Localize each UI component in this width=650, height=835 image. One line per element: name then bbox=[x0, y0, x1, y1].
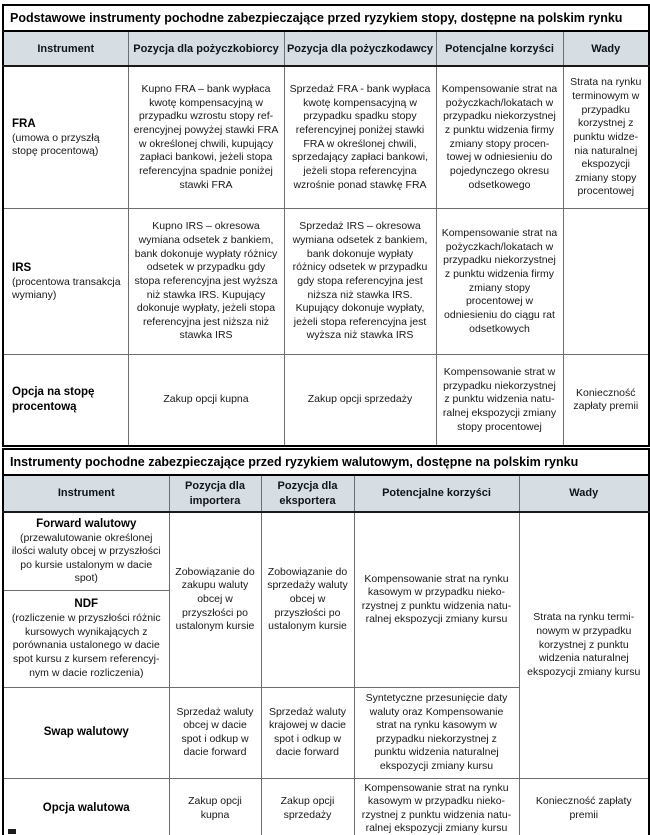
forward-ndf-benefits-cell: Kompensowanie strat na rynku kasowym w przypadku nieko-rzystnej z punktu widzenia natu-ralnej ekspozycji zmiany kursu bbox=[354, 512, 519, 688]
shared-drawback-cell: Strata na rynku termi-nowym w przypadku korzystnej z punktu widzenia naturalnej ekspozycji zmiany kursu bbox=[519, 512, 649, 779]
forward-ndf-importer-cell: Zobowiązanie do zakupu waluty obcej w przyszłości po ustalonym kursie bbox=[169, 512, 261, 688]
cropped-print-artifact bbox=[8, 829, 16, 834]
irs-instrument-cell bbox=[3, 209, 128, 355]
irs-desc: (procentowa transakcja wymiany) bbox=[12, 275, 121, 302]
table1-header-row bbox=[3, 31, 649, 66]
table-row-fra bbox=[3, 66, 649, 209]
rate-option-name: Opcja na stopę procentową bbox=[12, 386, 95, 414]
table2-title-row bbox=[3, 449, 649, 475]
fra-lender-cell: Sprzedaż FRA - bank wypłaca kwotę kompensacyjną w przypadku spadku stopy referencyjnej poniżej stawki FRA w określonej chwili, sprzedający zapłaci bankowi, jeżeli stopa referencyjna wzrośnie ponad stawkę FRA bbox=[284, 66, 436, 209]
table-row-forward bbox=[3, 512, 649, 591]
table1-header-drawbacks: Wady bbox=[563, 31, 649, 66]
ndf-desc: (rozliczenie w przyszłości różnic kursowych wynikających z porównania ustalonego w dacie spot kursu z kursem referencyj-nym w dacie rozliczenia) bbox=[11, 612, 161, 679]
rate-option-drawbacks-cell: Konieczność zapłaty premii bbox=[563, 355, 649, 447]
fra-desc: (umowa o przyszłą stopę procentową) bbox=[12, 131, 100, 158]
currency-option-drawbacks-cell: Konieczność zapłaty premii bbox=[519, 778, 649, 835]
forward-name: Forward walutowy bbox=[36, 517, 137, 530]
table1-header-benefits: Potencjalne korzyści bbox=[436, 31, 563, 66]
swap-importer-cell: Sprzedaż waluty obcej w dacie spot i odkup w dacie forward bbox=[169, 687, 261, 778]
table2-title: Instrumenty pochodne zabezpieczające przed ryzykiem walutowym, dostępne na polskim rynku bbox=[3, 449, 649, 475]
table1-title-row bbox=[3, 5, 649, 31]
currency-option-benefits-cell: Kompensowanie strat na rynku kasowym w przypadku nieko-rzystnej z punktu widzenia natu-ralnej ekspozycji zmiany kursu bbox=[354, 778, 519, 835]
table-row-rate-option bbox=[3, 355, 649, 447]
swap-benefits-cell: Syntetyczne przesunięcie daty waluty oraz Kompensowanie strat na rynku kasowym w przypadku niekorzystnej z punktu widzenia naturalnej ekspozycji zmiany kursu bbox=[354, 687, 519, 778]
irs-drawbacks-cell bbox=[563, 209, 649, 355]
table2-header-exporter: Pozycja dla eksportera bbox=[261, 475, 354, 512]
irs-lender-cell: Sprzedaż IRS – okresowa wymiana odsetek z bankiem, bank dokonuje wypłaty różnicy odsetek w przypadku gdy stopa referencyjna jest niższa niż stawka IRS. Kupujący dokonuje wypłaty, jeżeli stopa referencyjna jest wyższa niż stawka IRS bbox=[284, 209, 436, 355]
table1-header-instrument: Instrument bbox=[3, 31, 128, 66]
forward-desc: (przewalutowanie określonej ilości waluty obcej w przyszłości po kursie ustalonym w dacie spot) bbox=[11, 531, 161, 585]
forward-instrument-cell bbox=[3, 512, 169, 591]
currency-option-exporter-cell: Zakup opcji sprzedaży bbox=[261, 778, 354, 835]
fra-instrument-cell bbox=[3, 66, 128, 209]
swap-instrument-cell bbox=[3, 687, 169, 778]
currency-option-instrument-cell bbox=[3, 778, 169, 835]
ndf-name: NDF bbox=[74, 598, 99, 611]
fra-borrower-cell: Kupno FRA – bank wypłaca kwotę kompensacyjną w przypadku wzrostu stopy ref-erencyjnej powyżej stawki FRA w określonej chwili, kupujący zapłaci bankowi, jeżeli stopa referencyjna spadnie poniżej stawki FRA bbox=[128, 66, 284, 209]
fra-name: FRA bbox=[12, 117, 36, 130]
table2-header-row bbox=[3, 475, 649, 512]
table-row-irs bbox=[3, 209, 649, 355]
table2-header-instrument: Instrument bbox=[3, 475, 169, 512]
table2-header-benefits: Potencjalne korzyści bbox=[354, 475, 519, 512]
rate-option-borrower-cell: Zakup opcji kupna bbox=[128, 355, 284, 447]
irs-name: IRS bbox=[12, 261, 32, 274]
table1-title: Podstawowe instrumenty pochodne zabezpieczające przed ryzykiem stopy, dostępne na polskim rynku bbox=[3, 5, 649, 31]
fra-benefits-cell: Kompensowanie strat na pożyczkach/lokatach w przypadku niekorzystnej z punktu widzenia firmy zmiany stopy procen-towej w odniesieniu do pojedynczego okresu odsetkowego bbox=[436, 66, 563, 209]
ndf-instrument-cell bbox=[3, 590, 169, 687]
fra-drawbacks-cell: Strata na rynku terminowym w przypadku korzystnej z punktu widze-nia naturalnej ekspozycji zmiany stopy procentowej bbox=[563, 66, 649, 209]
table2-header-importer: Pozycja dla importera bbox=[169, 475, 261, 512]
currency-instruments-table bbox=[2, 448, 650, 835]
table-row-currency-option bbox=[3, 778, 649, 835]
irs-benefits-cell: Kompensowanie strat na pożyczkach/lokatach w przypadku niekorzystnej z punktu widzenia firmy zmiany stopy procentowej w odniesieniu do ciągu rat odsetkowych bbox=[436, 209, 563, 355]
interest-rate-instruments-table bbox=[2, 4, 650, 447]
rate-option-instrument-cell bbox=[3, 355, 128, 447]
swap-name: Swap walutowy bbox=[43, 726, 129, 739]
rate-option-benefits-cell: Kompensowanie strat w przypadku niekorzystnej z punktu widzenia natu-ralnej ekspozycji zmiany stopy procentowej bbox=[436, 355, 563, 447]
table1-header-lender: Pozycja dla pożyczkodawcy bbox=[284, 31, 436, 66]
irs-borrower-cell: Kupno IRS – okresowa wymiana odsetek z bankiem, bank dokonuje wypłaty różnicy odsetek w przypadku gdy stopa referencyjna jest wyższa niż stawka IRS. Kupujący dokonuje wypłaty, jeżeli stopa referencyjna jest niższa niż stawka IRS bbox=[128, 209, 284, 355]
currency-option-name: Opcja walutowa bbox=[42, 802, 130, 815]
currency-option-importer-cell: Zakup opcji kupna bbox=[169, 778, 261, 835]
forward-ndf-exporter-cell: Zobowiązanie do sprzedaży waluty obcej w przyszłości po ustalonym kursie bbox=[261, 512, 354, 688]
table2-header-drawbacks: Wady bbox=[519, 475, 649, 512]
swap-exporter-cell: Sprzedaż waluty krajowej w dacie spot i odkup w dacie forward bbox=[261, 687, 354, 778]
rate-option-lender-cell: Zakup opcji sprzedaży bbox=[284, 355, 436, 447]
table1-header-borrower: Pozycja dla pożyczkobiorcy bbox=[128, 31, 284, 66]
